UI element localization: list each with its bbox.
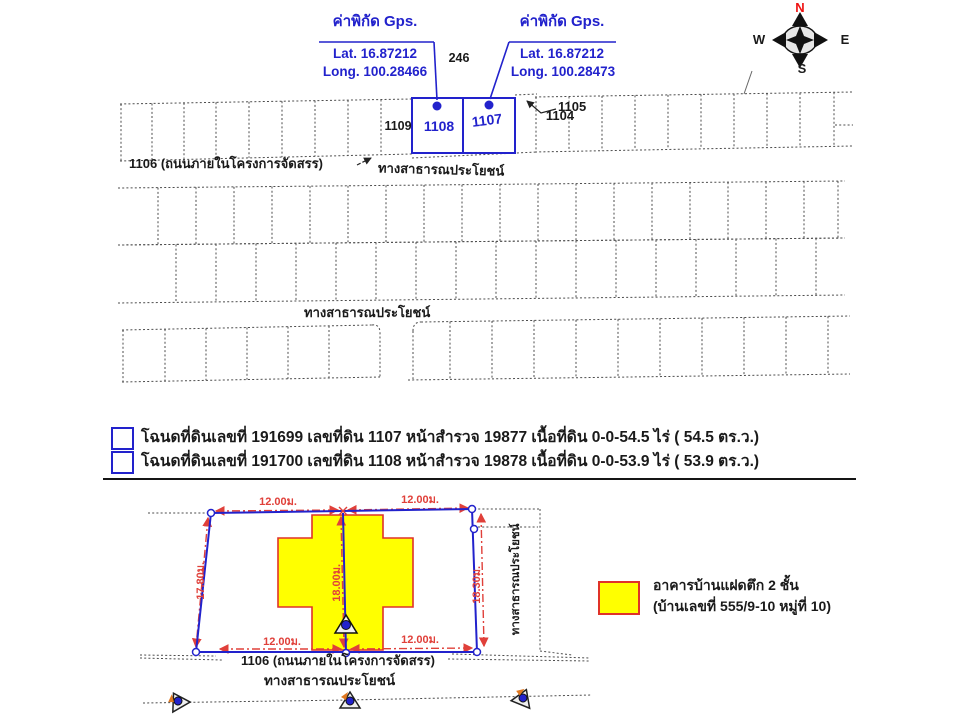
parcel-label-1105: 1105: [558, 99, 587, 114]
dim-left-side: 17.80ม.: [195, 561, 208, 600]
deed-legend-line-2: โฉนดที่ดินเลขที่ 191700 เลขที่ดิน 1108 หน้าสำรวจ 19878 เนื้อที่ดิน 0-0-53.9 ไร่ ( 53.9 ตร.ว.): [141, 453, 760, 470]
road-1106-label: 1106 (ถนนภายในโครงการจัดสรร): [129, 156, 323, 171]
site-road-1106-label: 1106 (ถนนภายในโครงการจัดสรร): [241, 653, 435, 668]
survey-marker-icon: [340, 692, 360, 708]
compass-rose-icon: [772, 12, 828, 68]
gps-callout-right-lat: Lat. 16.87212: [519, 46, 605, 61]
site-public-road-label: ทางสาธารณประโยชน์: [264, 673, 396, 688]
parcel-label-1104: 1104: [545, 108, 575, 123]
survey-marker-icon: [165, 688, 190, 712]
building-swatch-box: [598, 581, 640, 615]
parcel-label-1108: 1108: [423, 118, 455, 134]
public-road-label-1: ทางสาธารณประโยชน์: [377, 160, 505, 179]
compass-east-label: E: [840, 32, 850, 47]
section-divider: [103, 478, 856, 480]
parcel-label-1107: 1107: [470, 110, 503, 130]
dim-bottom-left: 12.00ม.: [263, 636, 301, 648]
public-road-label-2: ทางสาธารณประโยชน์: [304, 305, 431, 320]
building-legend-title: อาคารบ้านแฝดตึก 2 ชั้น: [653, 577, 799, 593]
dim-bottom-right: 12.00ม.: [401, 634, 439, 646]
dim-right-side: 18.30ม.: [471, 565, 484, 604]
gps-point-dot: [485, 101, 494, 110]
survey-marker-icon: [511, 686, 536, 708]
compass-west-label: W: [752, 32, 766, 47]
site-public-road-vertical-label: ทางสาธารณประโยชน์: [509, 523, 522, 636]
dim-top-left: 12.00ม.: [259, 496, 297, 508]
dim-center: 18.00ม.: [331, 563, 344, 602]
parcel-label-246: 246: [448, 51, 470, 65]
compass-south-label: S: [797, 61, 807, 76]
dim-top-right: 12.00ม.: [401, 494, 439, 506]
deed-1108-swatch-box: [111, 451, 134, 474]
gps-callout-left-long: Long. 100.28466: [322, 64, 428, 79]
deed-1107-swatch-box: [111, 427, 134, 450]
building-legend-subtitle: (บ้านเลขที่ 555/9-10 หมู่ที่ 10): [653, 598, 832, 614]
parcel-label-1109: 1109: [384, 119, 412, 133]
gps-callout-right-long: Long. 100.28473: [510, 64, 616, 79]
compass-north-label: N: [795, 0, 805, 15]
deed-legend-line-1: โฉนดที่ดินเลขที่ 191699 เลขที่ดิน 1107 หน้าสำรวจ 19877 เนื้อที่ดิน 0-0-54.5 ไร่ ( 54.5 ตร.ว.): [141, 429, 760, 446]
gps-point-dot: [433, 102, 442, 111]
gps-callout-right-title: ค่าพิกัด Gps.: [519, 13, 605, 30]
gps-callout-left-lat: Lat. 16.87212: [332, 46, 418, 61]
gps-callout-left-title: ค่าพิกัด Gps.: [332, 13, 418, 30]
